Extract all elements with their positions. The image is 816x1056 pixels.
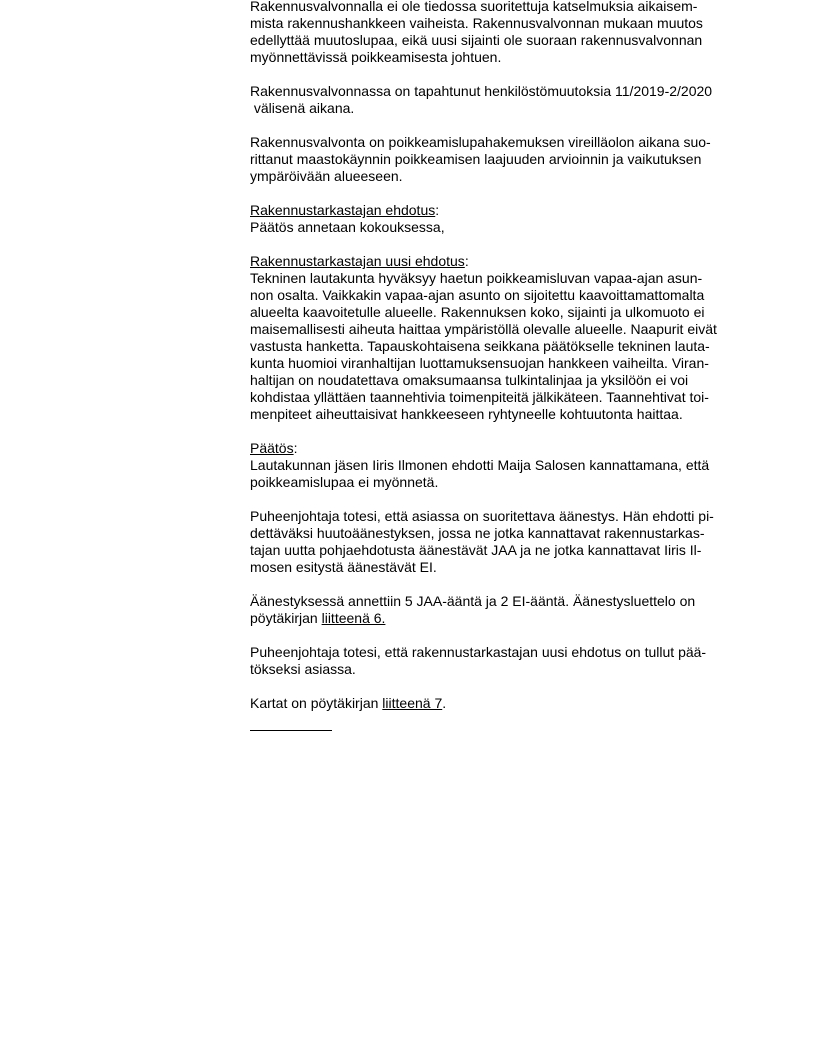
text-line: haltijan on noudatettava omaksumaansa tulkintalinjaa ja yksilöön ei voi	[250, 372, 689, 388]
text-line: Rakennusvalvonnalla ei ole tiedossa suoritettuja katselmuksia aikaisem-	[250, 0, 698, 14]
text-line: Tekninen lautakunta hyväksyy haetun poikkeamisluvan vapaa-ajan asun-	[250, 270, 703, 286]
text-line: dettäväksi huutoäänestyksen, jossa ne jotka kannattavat rakennustarkas-	[250, 525, 705, 541]
paragraph-inspections	[250, 0, 750, 66]
text-line: ympäröivään alueeseen.	[250, 168, 403, 184]
text-line: mosen esitystä äänestävät EI.	[250, 559, 437, 575]
new-proposal-heading-line: Rakennustarkastajan uusi ehdotus:	[250, 253, 469, 269]
text-line: välisenä aikana.	[250, 100, 355, 116]
text-line: Puheenjohtaja totesi, että rakennustarkastajan uusi ehdotus on tullut pää-	[250, 644, 707, 660]
section-decision	[250, 440, 750, 491]
text-line: kohdistaa yllättäen taannehtivia toimenpiteitä jälkikäteen. Taannehtivat toi-	[250, 389, 709, 405]
text-line: maisemallisesti aiheuta haittaa ympäristöllä olevalle alueelle. Naapurit eivät	[250, 321, 717, 337]
paragraph-staff-changes	[250, 83, 750, 117]
decision-heading-line: Päätös:	[250, 440, 298, 456]
proposal-heading: Rakennustarkastajan ehdotus	[250, 202, 436, 218]
proposal-heading-line: Rakennustarkastajan ehdotus:	[250, 202, 440, 218]
paragraph-maps	[250, 695, 750, 712]
maps-suffix: .	[442, 695, 447, 711]
text-line: vastusta hanketta. Tapauskohtaisena seikkana päätökselle tekninen lauta-	[250, 338, 710, 354]
text-line: poikkeamislupaa ei myönnetä.	[250, 474, 439, 490]
text-line	[250, 695, 750, 712]
text-line: edellyttää muutoslupaa, eikä uusi sijainti ole suoraan rakennusvalvonnan	[250, 32, 703, 48]
text-line: rittanut maastokäynnin poikkeamisen laajuuden arvioinnin ja vaikutuksen	[250, 151, 702, 167]
document-page	[250, 0, 750, 731]
section-new-proposal	[250, 253, 750, 423]
text-line: Rakennusvalvonta on poikkeamislupahakemuksen vireilläolon aikana suo-	[250, 134, 711, 150]
text-line: tajan uutta pohjaehdotusta äänestävät JAA ja ne jotka kannattavat Iiris Il-	[250, 542, 702, 558]
text-line: non osalta. Vaikkakin vapaa-ajan asunto on sijoitettu kaavoittamattomalta	[250, 287, 705, 303]
attachment-7-link[interactable]: liitteenä 7	[382, 695, 443, 711]
text-line: tökseksi asiassa.	[250, 661, 356, 677]
end-divider-line	[250, 729, 332, 731]
text-line: Rakennusvalvonnassa on tapahtunut henkilöstömuutoksia 11/2019-2/2020	[250, 83, 713, 99]
text-line: menpiteet aiheuttaisivat hankkeeseen ryhtyneelle kohtuutonta haittaa.	[250, 406, 683, 422]
attachment-6-link[interactable]: liitteenä 6.	[321, 610, 386, 626]
text-line: myönnettävissä poikkeamisesta johtuen.	[250, 49, 502, 65]
maps-prefix: Kartat on pöytäkirjan	[250, 695, 383, 711]
paragraph-site-visit	[250, 134, 750, 185]
paragraph-vote	[250, 508, 750, 576]
result-prefix: pöytäkirjan	[250, 610, 322, 626]
text-line: Äänestyksessä annettiin 5 JAA-ääntä ja 2 EI-ääntä. Äänestysluettelo on	[250, 593, 696, 609]
proposal-text: Päätös annetaan kokouksessa,	[250, 219, 445, 235]
text-line: alueelta kaavoitetulle alueelle. Rakennuksen koko, sijainti ja ulkomuoto ei	[250, 304, 705, 320]
text-line: Puheenjohtaja totesi, että asiassa on suoritettava äänestys. Hän ehdotti pi-	[250, 508, 714, 524]
section-proposal	[250, 202, 750, 236]
text-line: kunta huomioi viranhaltijan luottamuksensuojan hankkeen vaiheilta. Viran-	[250, 355, 709, 371]
paragraph-vote-result	[250, 593, 750, 627]
text-line: mista rakennushankkeen vaiheista. Rakennusvalvonnan mukaan muutos	[250, 15, 703, 31]
decision-heading: Päätös	[250, 440, 294, 456]
text-line	[250, 610, 750, 627]
paragraph-conclusion	[250, 644, 750, 678]
new-proposal-heading: Rakennustarkastajan uusi ehdotus	[250, 253, 465, 269]
text-line: Lautakunnan jäsen Iiris Ilmonen ehdotti Maija Salosen kannattamana, että	[250, 457, 710, 473]
